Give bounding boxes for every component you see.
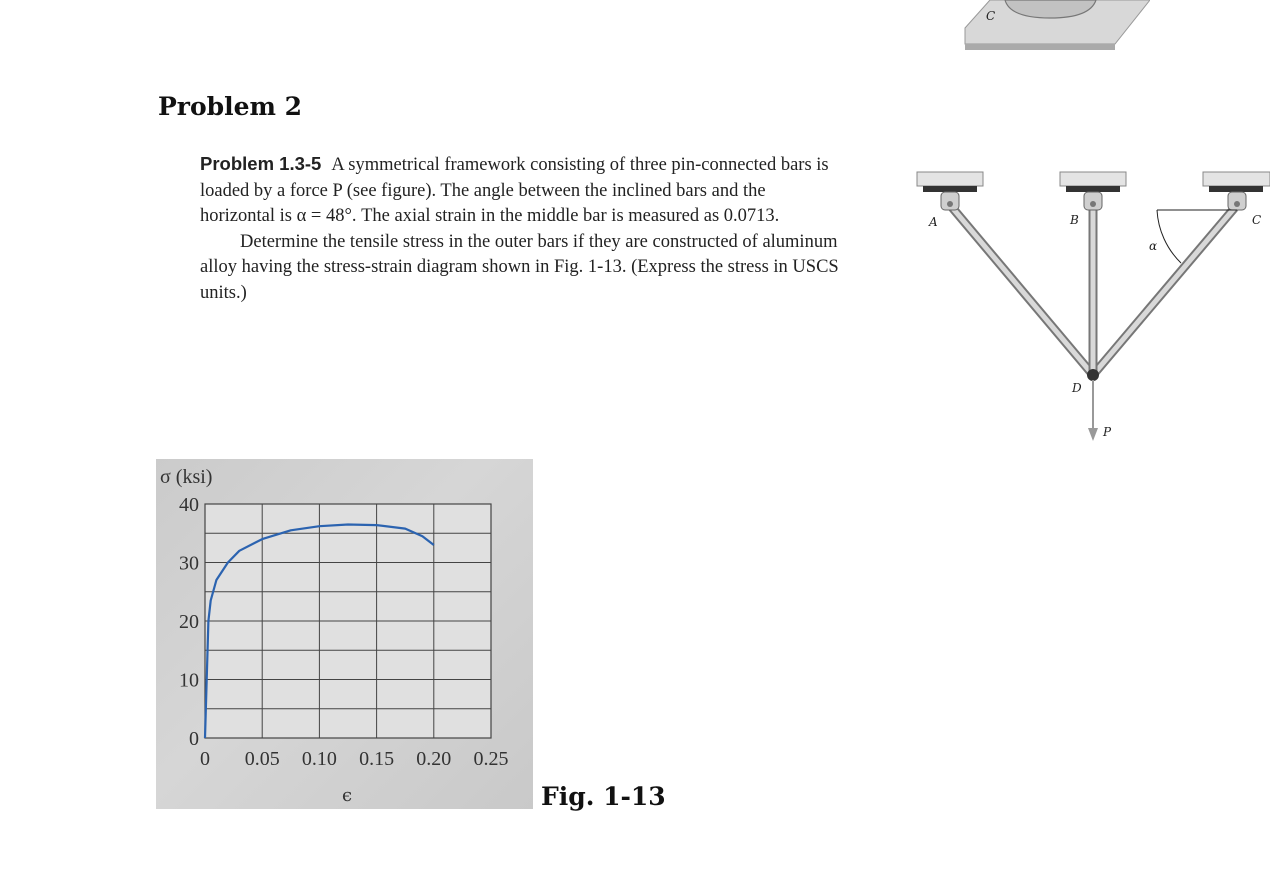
joint-d [1087, 369, 1099, 381]
label-b: B [1070, 213, 1079, 227]
support-a [917, 172, 983, 192]
label-d: D [1072, 381, 1082, 395]
support-b [1060, 172, 1126, 192]
problem-statement [200, 151, 840, 306]
x-tick-label: 0 [200, 748, 210, 770]
problem-text-1: A symmetrical framework consisting of three pin-connected bars is loaded by a force P (see figure). The angle between the inclined bars and the horizontal is α = 48°. The axial strain in the middle bar is measured as 0.0713. [200, 155, 829, 226]
problem-paragraph-2: Determine the tensile stress in the outer bars if they are constructed of aluminum alloy having the stress-strain diagram shown in Fig. 1-13. (Express the stress in USCS units.) [200, 231, 839, 303]
y-tick-label: 30 [179, 552, 199, 575]
problem-number: Problem 1.3-5 [200, 153, 322, 174]
y-axis-label: σ (ksi) [160, 466, 213, 488]
x-tick-label: 0.10 [301, 748, 337, 770]
problem-paragraph-1 [200, 151, 840, 230]
x-tick-label: 0.25 [473, 748, 509, 770]
figure-caption: Fig. 1-13 [541, 782, 666, 811]
support-c [1203, 172, 1270, 192]
y-tick-label: 10 [179, 669, 199, 692]
y-tick-label: 20 [179, 611, 199, 633]
y-tick-label: 40 [179, 494, 199, 516]
label-p: P [1103, 425, 1112, 439]
x-tick-label: 0.15 [359, 748, 395, 770]
y-tick-label: 0 [189, 728, 199, 750]
page-heading: Problem 2 [158, 92, 303, 121]
x-axis-label: ϵ [342, 785, 353, 806]
x-tick-label: 0.20 [416, 748, 452, 770]
stress-strain-chart [156, 459, 533, 809]
top-figure-label: C [986, 9, 996, 23]
label-a: A [929, 215, 938, 229]
label-alpha: α [1149, 239, 1158, 253]
x-tick-label: 0.05 [244, 748, 280, 770]
top-figure-fragment [960, 0, 1150, 52]
framework-figure [905, 160, 1270, 445]
label-c: C [1252, 213, 1262, 227]
